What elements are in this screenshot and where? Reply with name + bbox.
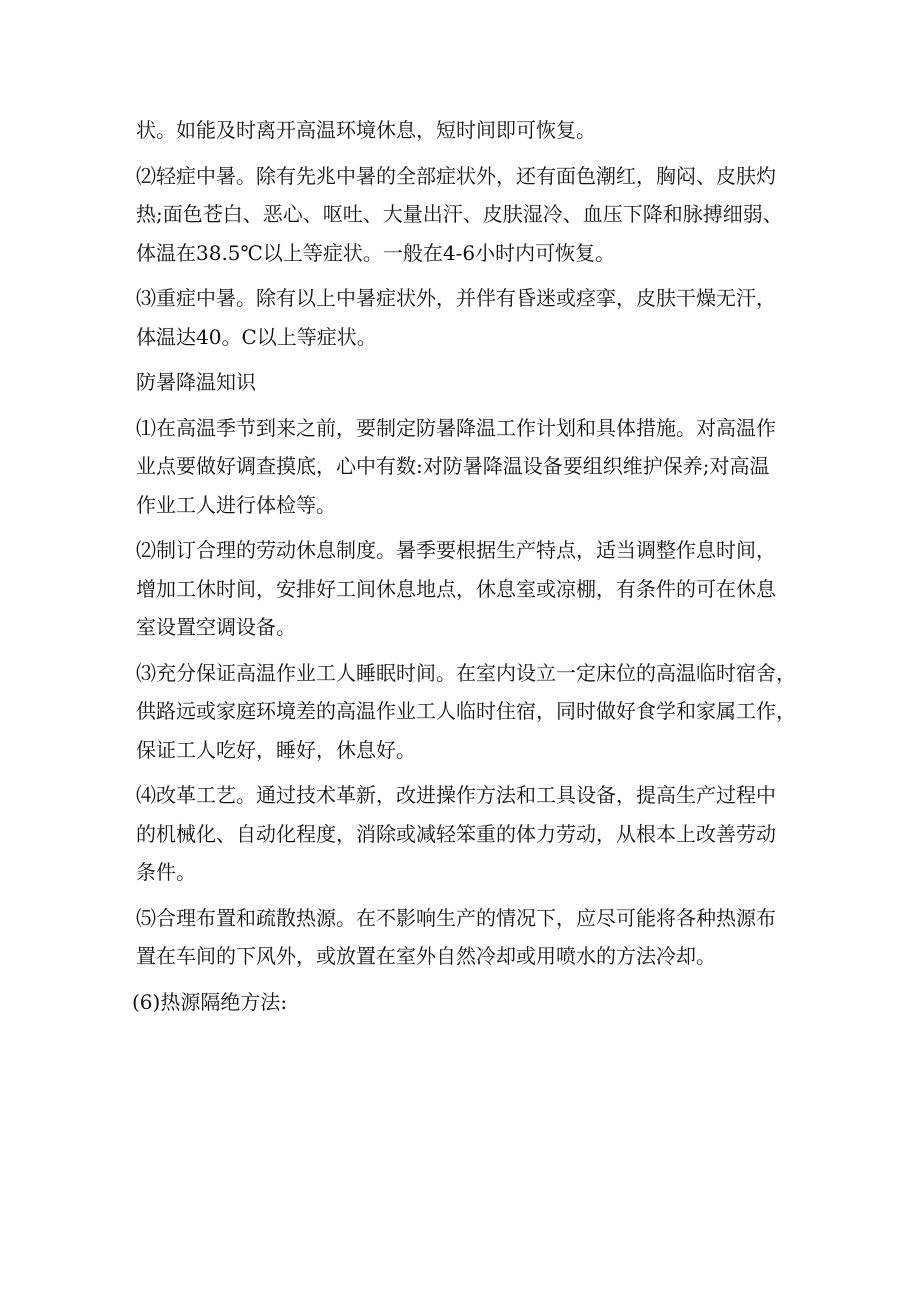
paragraph-continuation [136, 111, 806, 150]
text-line: 供路远或家庭环境差的高温作业工人临时住宿，同时做好食学和家属工作， [136, 699, 796, 723]
text-line: ⑶充分保证高温作业工人睡眠时间。在室内设立一定床位的高温临时宿舍， [136, 660, 796, 685]
text-line: ⑵轻症中暑。除有先兆中暑的全部症状外，还有面色潮红，胸闷、皮肤灼 [136, 163, 776, 188]
list-item-6 [132, 983, 802, 1022]
text-line: 条件。 [136, 860, 196, 884]
list-item-4 [136, 776, 806, 892]
list-item-2 [136, 531, 806, 647]
text-line: 的机械化、自动化程度，消除或减轻笨重的体力劳动，从根本上改善劳动 [136, 821, 776, 846]
text-line: 置在车间的下风外，或放置在室外自然冷却或用喷水的方法冷却。 [136, 944, 716, 968]
document-body [132, 111, 806, 1028]
text-line: 体温在38.5℃以上等症状。一般在4-6小时内可恢复。 [136, 240, 616, 265]
text-line: 体温达40。C以上等症状。 [136, 324, 377, 349]
text-line: ⑶重症中暑。除有以上中暑症状外，并伴有昏迷或痉挛，皮肤干燥无汗， [136, 286, 776, 310]
text-line: 室设置空调设备。 [136, 615, 296, 639]
text-line: ⑸合理布置和疏散热源。在不影响生产的情况下，应尽可能将各种热源布 [136, 905, 776, 930]
list-item-5 [136, 899, 806, 976]
paragraph-mild-heatstroke [136, 157, 806, 273]
text-line: 增加工休时间，安排好工间休息地点，休息室或凉棚，有条件的可在休息 [136, 576, 776, 601]
text-line: 作业工人进行体检等。 [136, 492, 336, 517]
text-line: (6)热源隔绝方法: [132, 989, 288, 1014]
text-line: 热;面色苍白、恶心、呕吐、大量出汗、皮肤湿冷、血压下降和脉搏细弱、 [136, 202, 783, 226]
text-line: 状。如能及时离开高温环境休息，短时间即可恢复。 [136, 118, 596, 142]
text-line: 业点要做好调查摸底，心中有数:对防暑降温设备要组织维护保养;对高温 [136, 454, 770, 478]
list-item-1 [136, 409, 806, 525]
text-line: 保证工人吃好，睡好，休息好。 [136, 737, 416, 762]
text-line: ⑵制订合理的劳动休息制度。暑季要根据生产特点，适当调整作息时间， [136, 538, 776, 562]
text-line: ⑴在高温季节到来之前，要制定防暑降温工作计划和具体措施。对高温作 [136, 415, 776, 440]
section-heading: 防暑降温知识 [136, 370, 256, 394]
text-line: ⑷改革工艺。通过技术革新，改进操作方法和工具设备，提高生产过程中 [136, 783, 776, 807]
list-item-3 [136, 654, 806, 770]
paragraph-severe-heatstroke [136, 279, 806, 356]
